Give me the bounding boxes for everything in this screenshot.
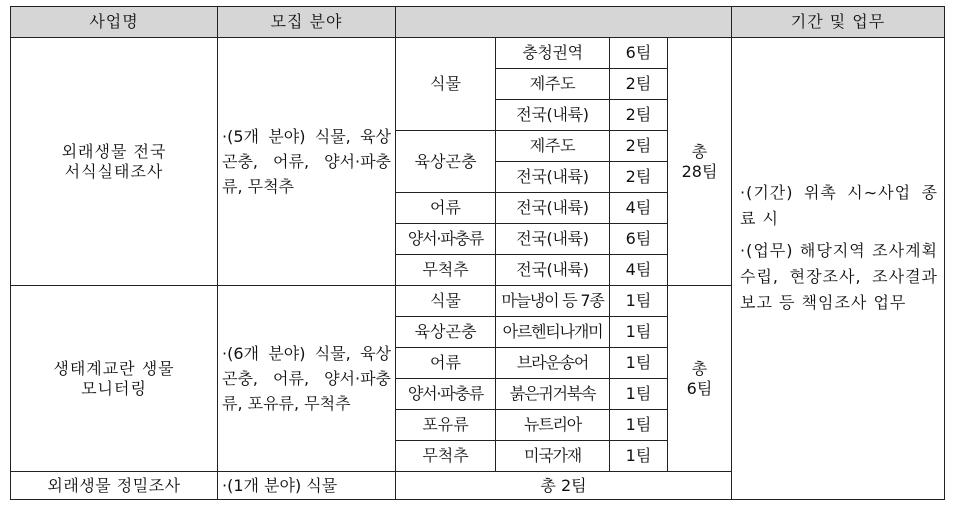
team-count-cell: 4팀 bbox=[610, 193, 668, 224]
project-name: 생태계교란 생물 bbox=[53, 358, 175, 378]
project-name: 외래생물 정밀조사 bbox=[11, 472, 218, 500]
region-cell: 제주도 bbox=[496, 131, 610, 162]
category-cell: 어류 bbox=[396, 193, 496, 224]
header-row bbox=[11, 7, 945, 38]
team-count-cell: 2팀 bbox=[610, 69, 668, 100]
project-name: 서식실태조사 bbox=[64, 161, 164, 181]
project-name: 외래생물 전국 bbox=[61, 141, 167, 161]
category-cell: 식물 bbox=[396, 286, 496, 317]
team-count-cell: 1팀 bbox=[610, 441, 668, 472]
recruit-field: ·(1개 분야) 식물 bbox=[218, 472, 396, 500]
table-row bbox=[11, 38, 945, 69]
species-cell: 마늘냉이 등 7종 bbox=[496, 286, 610, 317]
category-cell: 무척추 bbox=[396, 441, 496, 472]
header-project: 사업명 bbox=[11, 7, 218, 38]
total-cell bbox=[668, 286, 732, 472]
total-label: 총 bbox=[691, 358, 708, 378]
region-cell: 전국(내륙) bbox=[496, 255, 610, 286]
species-cell: 뉴트리아 bbox=[496, 410, 610, 441]
total-label: 총 bbox=[691, 141, 708, 161]
recruit-field: ·(5개 분야) 식물, 육상곤충, 어류, 양서·파충류, 무척추 bbox=[218, 38, 396, 286]
team-count-cell: 4팀 bbox=[610, 255, 668, 286]
team-count-cell: 2팀 bbox=[610, 100, 668, 131]
team-count-cell: 1팀 bbox=[610, 379, 668, 410]
region-cell: 전국(내륙) bbox=[496, 224, 610, 255]
category-cell: 양서·파충류 bbox=[396, 379, 496, 410]
team-count-cell: 6팀 bbox=[610, 38, 668, 69]
team-count-cell: 6팀 bbox=[610, 224, 668, 255]
team-count-cell: 1팀 bbox=[610, 317, 668, 348]
project-name: 모니터링 bbox=[81, 378, 147, 398]
team-count-cell: 1팀 bbox=[610, 348, 668, 379]
category-cell: 육상곤충 bbox=[396, 131, 496, 193]
region-cell: 전국(내륙) bbox=[496, 193, 610, 224]
region-cell: 전국(내륙) bbox=[496, 100, 610, 131]
category-cell: 식물 bbox=[396, 38, 496, 131]
period-text: ·(기간) 위촉 시∼사업 종료 시 bbox=[740, 183, 938, 228]
species-cell: 브라운송어 bbox=[496, 348, 610, 379]
header-period-duty: 기간 및 업무 bbox=[732, 7, 945, 38]
region-cell: 전국(내륙) bbox=[496, 162, 610, 193]
category-cell: 무척추 bbox=[396, 255, 496, 286]
category-cell: 어류 bbox=[396, 348, 496, 379]
species-cell: 미국가재 bbox=[496, 441, 610, 472]
category-cell: 육상곤충 bbox=[396, 317, 496, 348]
period-duty-cell bbox=[732, 38, 945, 500]
header-field: 모집 분야 bbox=[218, 7, 396, 38]
team-count-cell: 1팀 bbox=[610, 286, 668, 317]
project-name-cell bbox=[11, 286, 218, 472]
recruit-field: ·(6개 분야) 식물, 육상곤충, 어류, 양서·파충류, 포유류, 무척추 bbox=[218, 286, 396, 472]
region-cell: 충청권역 bbox=[496, 38, 610, 69]
species-cell: 아르헨티나개미 bbox=[496, 317, 610, 348]
recruitment-table bbox=[10, 6, 945, 500]
header-blank bbox=[396, 7, 732, 38]
category-cell: 포유류 bbox=[396, 410, 496, 441]
total-value: 6팀 bbox=[686, 378, 713, 398]
duty-text: ·(업무) 해당지역 조사계획수립, 현장조사, 조사결과보고 등 책임조사 업무 bbox=[740, 241, 938, 312]
team-count-cell: 2팀 bbox=[610, 131, 668, 162]
team-count-cell: 2팀 bbox=[610, 162, 668, 193]
total-cell: 총 2팀 bbox=[396, 472, 732, 500]
category-cell: 양서·파충류 bbox=[396, 224, 496, 255]
total-cell bbox=[668, 38, 732, 286]
species-cell: 붉은귀거북속 bbox=[496, 379, 610, 410]
team-count-cell: 1팀 bbox=[610, 410, 668, 441]
region-cell: 제주도 bbox=[496, 69, 610, 100]
total-value: 28팀 bbox=[681, 161, 718, 181]
project-name-cell bbox=[11, 38, 218, 286]
